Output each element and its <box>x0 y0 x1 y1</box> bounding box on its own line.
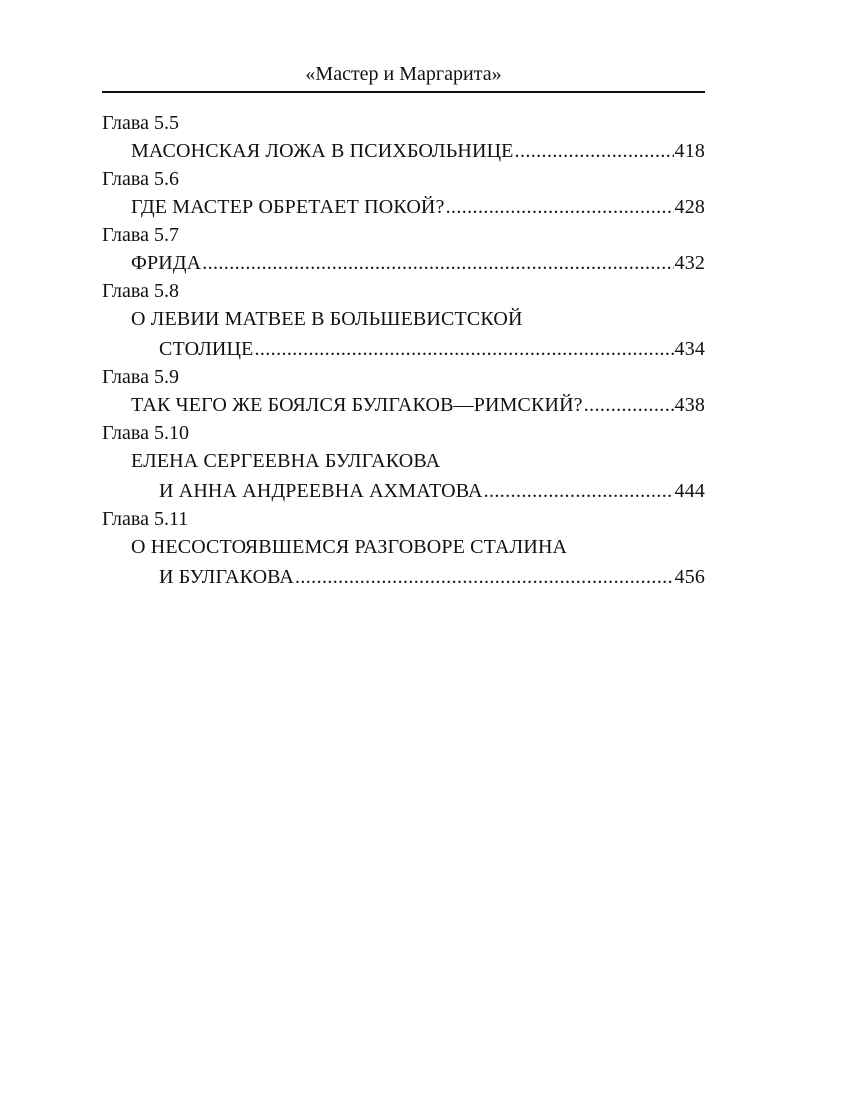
chapter-label: Глава 5.9 <box>102 366 179 388</box>
toc-entry <box>102 364 705 420</box>
table-of-contents <box>102 110 705 592</box>
chapter-title: И АННА АНДРЕЕВНА АХМАТОВА <box>159 480 483 502</box>
dot-leader <box>295 562 674 592</box>
chapter-title: ТАК ЧЕГО ЖЕ БОЯЛСЯ БУЛГАКОВ—РИМСКИЙ? <box>131 394 583 416</box>
dot-leader <box>584 390 674 420</box>
chapter-title: И БУЛГАКОВА <box>159 566 294 588</box>
chapter-label: Глава 5.5 <box>102 112 179 134</box>
chapter-title: СТОЛИЦЕ <box>159 338 254 360</box>
chapter-title-line <box>102 192 705 222</box>
chapter-title-line <box>102 136 705 166</box>
chapter-label: Глава 5.10 <box>102 422 189 444</box>
chapter-title-line: О ЛЕВИИ МАТВЕЕ В БОЛЬШЕВИСТСКОЙ <box>131 308 523 330</box>
toc-entry <box>102 420 705 506</box>
chapter-title-line <box>102 334 705 364</box>
chapter-label: Глава 5.11 <box>102 508 189 530</box>
page-number: 456 <box>674 566 705 588</box>
chapter-title: ФРИДА <box>131 252 202 274</box>
dot-leader <box>484 476 674 506</box>
dot-leader <box>254 334 673 364</box>
chapter-title-line <box>102 562 705 592</box>
toc-entry <box>102 110 705 166</box>
chapter-title: ГДЕ МАСТЕР ОБРЕТАЕТ ПОКОЙ? <box>131 196 445 218</box>
dot-leader <box>202 248 673 278</box>
chapter-title-line <box>102 390 705 420</box>
toc-entry <box>102 278 705 364</box>
toc-entry <box>102 166 705 222</box>
toc-entry <box>102 506 705 592</box>
running-head: «Мастер и Маргарита» <box>305 63 502 85</box>
chapter-title-line <box>102 476 705 506</box>
page-number: 434 <box>674 338 705 360</box>
chapter-title-line <box>102 248 705 278</box>
chapter-title: МАСОНСКАЯ ЛОЖА В ПСИХБОЛЬНИЦЕ <box>131 140 514 162</box>
chapter-title-line: О НЕСОСТОЯВШЕМСЯ РАЗГОВОРЕ СТАЛИНА <box>131 536 568 558</box>
toc-entry <box>102 222 705 278</box>
page-number: 432 <box>674 252 705 274</box>
dot-leader <box>446 192 674 222</box>
chapter-title-line: ЕЛЕНА СЕРГЕЕВНА БУЛГАКОВА <box>131 450 441 472</box>
dot-leader <box>515 136 674 166</box>
page-number: 444 <box>674 480 705 502</box>
chapter-label: Глава 5.8 <box>102 280 179 302</box>
chapter-label: Глава 5.7 <box>102 224 179 246</box>
page-number: 438 <box>674 394 705 416</box>
chapter-label: Глава 5.6 <box>102 168 179 190</box>
page-number: 418 <box>674 140 705 162</box>
header-rule <box>102 91 705 93</box>
page-number: 428 <box>674 196 705 218</box>
